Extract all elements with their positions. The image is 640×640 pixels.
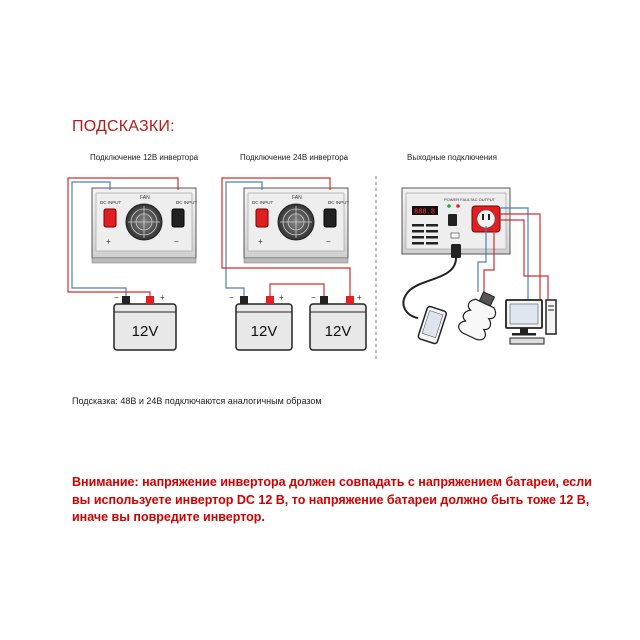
page-title: ПОДСКАЗКИ: (72, 118, 175, 135)
svg-text:DC INPUT: DC INPUT (252, 200, 274, 205)
battery-12v-2 (229, 293, 292, 350)
svg-text:FAN: FAN (292, 195, 302, 201)
dc-input-label: DC INPUT (100, 200, 122, 205)
voltage-display: 888.8 (414, 207, 436, 216)
svg-text:−: − (174, 237, 179, 246)
battery-12v-1 (114, 293, 176, 350)
svg-text:POWER FAULT: POWER FAULT (444, 197, 473, 202)
positive-terminal-icon (104, 209, 116, 227)
caption-output-connections: Выходные подключения (407, 153, 497, 162)
svg-text:+: + (357, 293, 362, 302)
power-switch-icon (448, 214, 457, 226)
battery-12v-3 (310, 293, 366, 350)
svg-text:−: − (229, 293, 234, 302)
caption-12v-connection: Подключение 12В инвертора (90, 153, 199, 162)
svg-text:12V: 12V (324, 323, 352, 340)
svg-text:−: − (311, 293, 316, 302)
svg-text:AC OUTPUT: AC OUTPUT (472, 197, 496, 202)
svg-text:−: − (326, 237, 331, 246)
svg-text:+: + (160, 293, 165, 302)
negative-terminal-icon (172, 209, 184, 227)
battery-voltage-label: 12V (131, 323, 159, 340)
svg-text:+: + (279, 293, 284, 302)
positive-terminal-icon (256, 209, 268, 227)
pc-tower-icon (546, 300, 556, 334)
energy-saving-lamp-icon (456, 288, 502, 342)
svg-text:+: + (106, 237, 111, 246)
fan-label: FAN (140, 195, 150, 201)
usb-port-icon (451, 233, 459, 238)
usb-plug-icon (451, 244, 461, 258)
hint-text: Подсказка: 48В и 24В подключаются аналогичным образом (72, 396, 322, 406)
svg-text:DC INPUT: DC INPUT (328, 200, 350, 205)
computer-icon (506, 300, 556, 344)
inverter-24v (244, 188, 350, 263)
svg-text:DC INPUT: DC INPUT (176, 200, 198, 205)
svg-text:12V: 12V (250, 323, 278, 340)
svg-text:−: − (114, 293, 119, 302)
caption-24v-connection: Подключение 24В инвертора (240, 153, 349, 162)
negative-terminal-icon (324, 209, 336, 227)
warning-text: Внимание: напряжение инвертора должен совпадать с напряжением батареи, если вы используете инвертор DC 12 В, то напряжение батареи должно быть тоже 12 В, иначе вы повредите инвертор. (72, 475, 592, 524)
svg-text:+: + (258, 237, 263, 246)
phone-icon (418, 306, 448, 345)
keyboard-icon (510, 338, 544, 344)
inverter-12v (92, 188, 198, 263)
